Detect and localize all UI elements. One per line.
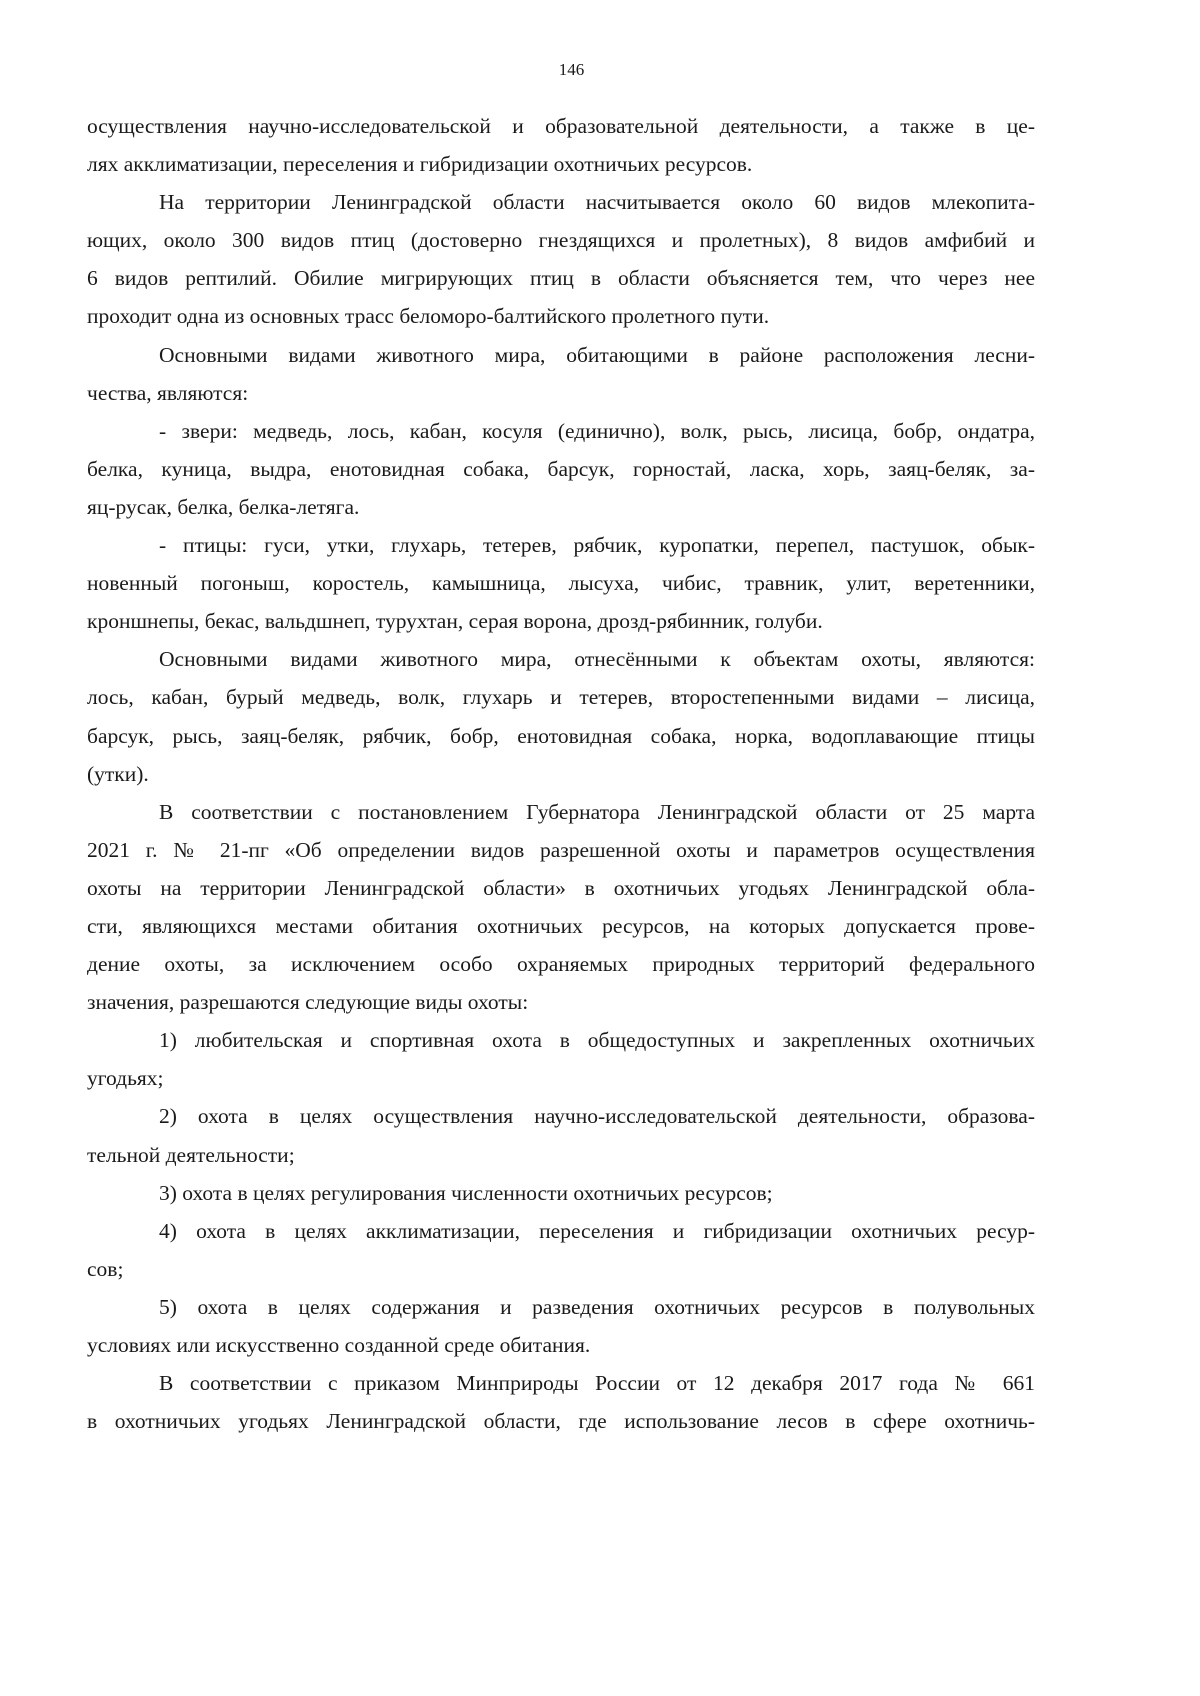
text-line: 1) любительская и спортивная охота в общедоступных и закрепленных охотничьих — [159, 1028, 1035, 1053]
text-line: белка, куница, выдра, енотовидная собака, барсук, горностай, ласка, хорь, заяц-беляк, за- — [87, 456, 1035, 481]
document-text-body — [87, 107, 1035, 1440]
text-line: осуществления научно-исследовательской и образовательной деятельности, а также в це- — [87, 114, 1035, 138]
text-line: 2) охота в целях осуществления научно-исследовательской деятельности, образова- — [159, 1104, 1035, 1129]
text-line: 4) охота в целях акклиматизации, переселения и гибридизации охотничьих ресур- — [159, 1218, 1035, 1243]
text-line: лях акклиматизации, переселения и гибридизации охотничьих ресурсов. — [87, 152, 753, 177]
text-line: значения, разрешаются следующие виды охоты: — [87, 990, 529, 1015]
text-line: охоты на территории Ленинградской области» в охотничьих угодьях Ленинградской обла- — [87, 875, 1035, 900]
text-line: - птицы: гуси, утки, глухарь, тетерев, рябчик, куропатки, перепел, пастушок, обык- — [159, 533, 1035, 558]
text-line: 6 видов рептилий. Обилие мигрирующих птиц в области объясняется тем, что через нее — [87, 266, 1035, 291]
text-line: проходит одна из основных трасс беломоро-балтийского пролетного пути. — [87, 304, 770, 329]
text-line: чества, являются: — [87, 380, 249, 405]
text-line: дение охоты, за исключением особо охраняемых природных территорий федерального — [87, 952, 1035, 977]
text-line: ющих, около 300 видов птиц (достоверно гнездящихся и пролетных), 8 видов амфибий и — [87, 228, 1035, 253]
text-line: тельной деятельности; — [87, 1142, 295, 1167]
text-line: барсук, рысь, заяц-беляк, рябчик, бобр, енотовидная собака, норка, водоплавающие птицы — [87, 723, 1035, 748]
text-line: В соответствии с приказом Минприроды России от 12 декабря 2017 года № 661 — [159, 1371, 1035, 1396]
text-line: В соответствии с постановлением Губернатора Ленинградской области от 25 марта — [159, 799, 1035, 824]
text-line: - звери: медведь, лось, кабан, косуля (единично), волк, рысь, лисица, бобр, ондатра, — [159, 418, 1035, 443]
text-line: Основными видами животного мира, обитающими в районе расположения лесни- — [159, 342, 1035, 367]
text-line: 3) охота в целях регулирования численности охотничьих ресурсов; — [159, 1180, 773, 1205]
text-line: новенный погоныш, коростель, камышница, лысуха, чибис, травник, улит, веретенники, — [87, 571, 1035, 596]
text-line: в охотничьих угодьях Ленинградской области, где использование лесов в сфере охотничь- — [87, 1409, 1035, 1434]
text-line: лось, кабан, бурый медведь, волк, глухарь и тетерев, второстепенными видами – лисица, — [87, 685, 1035, 710]
text-line: 5) охота в целях содержания и разведения охотничьих ресурсов в полувольных — [159, 1294, 1035, 1319]
text-line: кроншнепы, бекас, вальдшнеп, турухтан, серая ворона, дрозд-рябинник, голуби. — [87, 609, 823, 634]
text-line: яц-русак, белка, белка-летяга. — [87, 494, 360, 519]
text-line: На территории Ленинградской области насчитывается около 60 видов млекопита- — [159, 190, 1035, 215]
text-line: Основными видами животного мира, отнесёнными к объектам охоты, являются: — [159, 647, 1035, 672]
text-line: сов; — [87, 1256, 124, 1281]
text-line: (утки). — [87, 761, 149, 786]
text-line: угодьях; — [87, 1066, 164, 1091]
text-line: сти, являющихся местами обитания охотничьих ресурсов, на которых допускается прове- — [87, 913, 1035, 938]
text-line: условиях или искусственно созданной среде обитания. — [87, 1333, 591, 1357]
text-line: 2021 г. № 21-пг «Об определении видов разрешенной охоты и параметров осуществления — [87, 837, 1035, 862]
page-number: 146 — [558, 60, 585, 79]
